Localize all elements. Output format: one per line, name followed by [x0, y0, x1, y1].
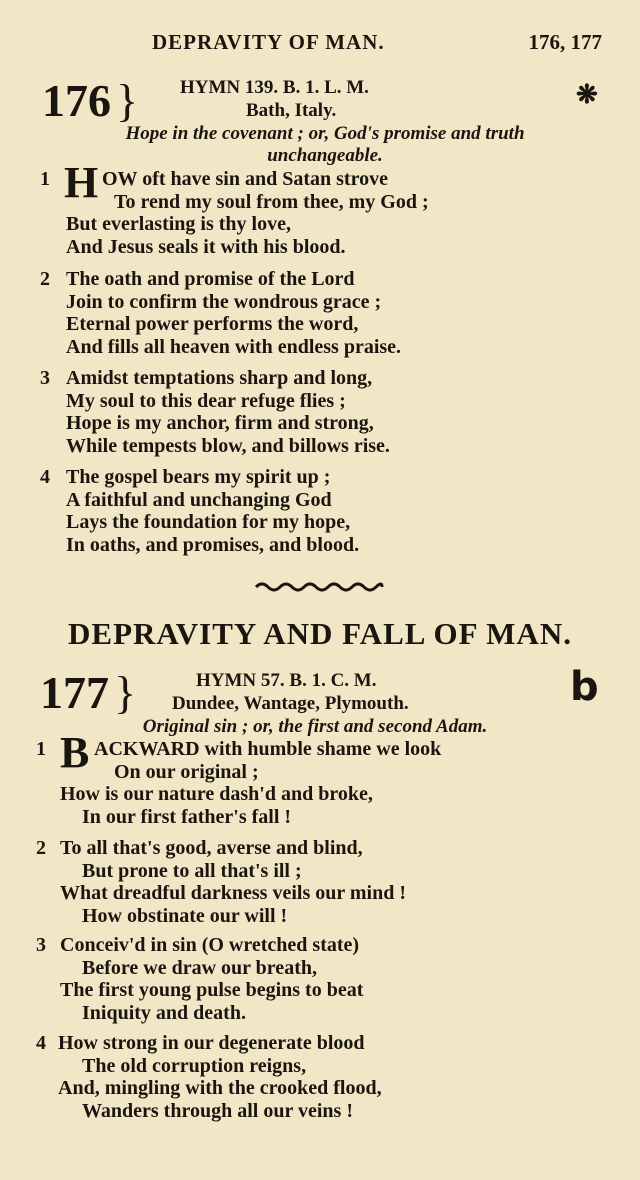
- hymn-177-tunes: Dundee, Wantage, Plymouth.: [172, 693, 409, 714]
- verse-line: The old corruption reigns,: [82, 1054, 307, 1077]
- brace-icon: }: [116, 75, 139, 126]
- section-title: DEPRAVITY AND FALL OF MAN.: [68, 616, 572, 651]
- verse-line: Join to confirm the wondrous grace ;: [66, 290, 382, 313]
- drop-cap: H: [64, 158, 99, 207]
- hymn-176-stanza-2: [40, 268, 401, 358]
- verse-line: And Jesus seals it with his blood.: [66, 235, 346, 258]
- stanza-number: 1: [40, 168, 50, 190]
- verse-line: What dreadful darkness veils our mind !: [60, 882, 406, 904]
- hymn-177-stanza-2: [36, 837, 406, 927]
- verse-line: A faithful and unchanging God: [66, 488, 332, 511]
- verse-line: In our first father's fall !: [82, 805, 292, 828]
- stanza-number: 4: [36, 1032, 46, 1054]
- brace-icon: }: [114, 667, 137, 718]
- verse-line: My soul to this dear refuge flies ;: [66, 389, 346, 412]
- verse-line: Lays the foundation for my hope,: [66, 511, 351, 533]
- verse-line: But prone to all that's ill ;: [82, 859, 302, 882]
- verse-line: Before we draw our breath,: [82, 956, 317, 979]
- hymn-176-tunes: Bath, Italy.: [246, 100, 337, 121]
- verse-line: How obstinate our will !: [82, 904, 288, 927]
- drop-cap: B: [60, 728, 90, 777]
- stanza-number: 1: [36, 738, 46, 760]
- verse-line: How strong in our degenerate blood: [58, 1032, 365, 1054]
- verse-line: The first young pulse begins to beat: [60, 979, 364, 1001]
- verse-line: How is our nature dash'd and broke,: [60, 783, 373, 805]
- page-numbers: 176, 177: [528, 30, 602, 54]
- hymn-177-stanza-1: [36, 728, 442, 828]
- stanza-number: 3: [36, 934, 46, 956]
- margin-mark: b: [570, 664, 599, 710]
- stanza-number: 4: [40, 466, 50, 488]
- verse-line: Eternal power performs the word,: [66, 313, 359, 335]
- hymn-176-stanza-4: [40, 466, 359, 556]
- running-header-title: DEPRAVITY OF MAN.: [152, 30, 385, 54]
- stanza-number: 3: [40, 367, 50, 389]
- verse-line: In oaths, and promises, and blood.: [66, 533, 360, 556]
- hymn-176-stanza-3: [40, 367, 390, 457]
- hymn-177-subtitle: Original sin ; or, the first and second Adam.: [142, 716, 488, 737]
- verse-line: Iniquity and death.: [82, 1001, 246, 1024]
- hymn-176-stanza-1: [40, 158, 429, 258]
- verse-line: The gospel bears my spirit up ;: [66, 466, 331, 488]
- verse-line: To all that's good, averse and blind,: [60, 837, 363, 859]
- verse-line: OW oft have sin and Satan strove: [102, 168, 388, 190]
- verse-line: And fills all heaven with endless praise.: [66, 335, 402, 358]
- verse-line: But everlasting is thy love,: [66, 213, 291, 235]
- verse-line: While tempests blow, and billows rise.: [66, 434, 390, 457]
- stanza-number: 2: [40, 268, 50, 290]
- verse-line: The oath and promise of the Lord: [66, 268, 355, 290]
- verse-line: Conceiv'd in sin (O wretched state): [60, 934, 360, 956]
- verse-line: Hope is my anchor, firm and strong,: [66, 412, 374, 434]
- hymn-177-stanza-4: [36, 1032, 382, 1122]
- wavy-divider-icon: [254, 580, 384, 594]
- ornament-icon: ❋: [576, 80, 598, 109]
- verse-line: On our original ;: [114, 760, 259, 783]
- hymn-177-meta: HYMN 57. B. 1. C. M.: [196, 670, 377, 691]
- hymn-176-subtitle-cont: unchangeable.: [267, 145, 383, 166]
- verse-line: Wanders through all our veins !: [82, 1099, 353, 1122]
- hymn-number-177: 177: [40, 667, 109, 718]
- verse-line: And, mingling with the crooked flood,: [58, 1077, 382, 1099]
- hymn-number-176: 176: [42, 75, 111, 126]
- hymn-176-subtitle: Hope in the covenant ; or, God's promise and truth: [125, 123, 525, 144]
- verse-line: ACKWARD with humble shame we look: [94, 738, 442, 760]
- verse-line: To rend my soul from thee, my God ;: [114, 190, 429, 213]
- stanza-number: 2: [36, 837, 46, 859]
- hymn-177-stanza-3: [36, 934, 363, 1024]
- verse-line: Amidst temptations sharp and long,: [66, 367, 373, 389]
- hymn-176-meta: HYMN 139. B. 1. L. M.: [180, 77, 369, 98]
